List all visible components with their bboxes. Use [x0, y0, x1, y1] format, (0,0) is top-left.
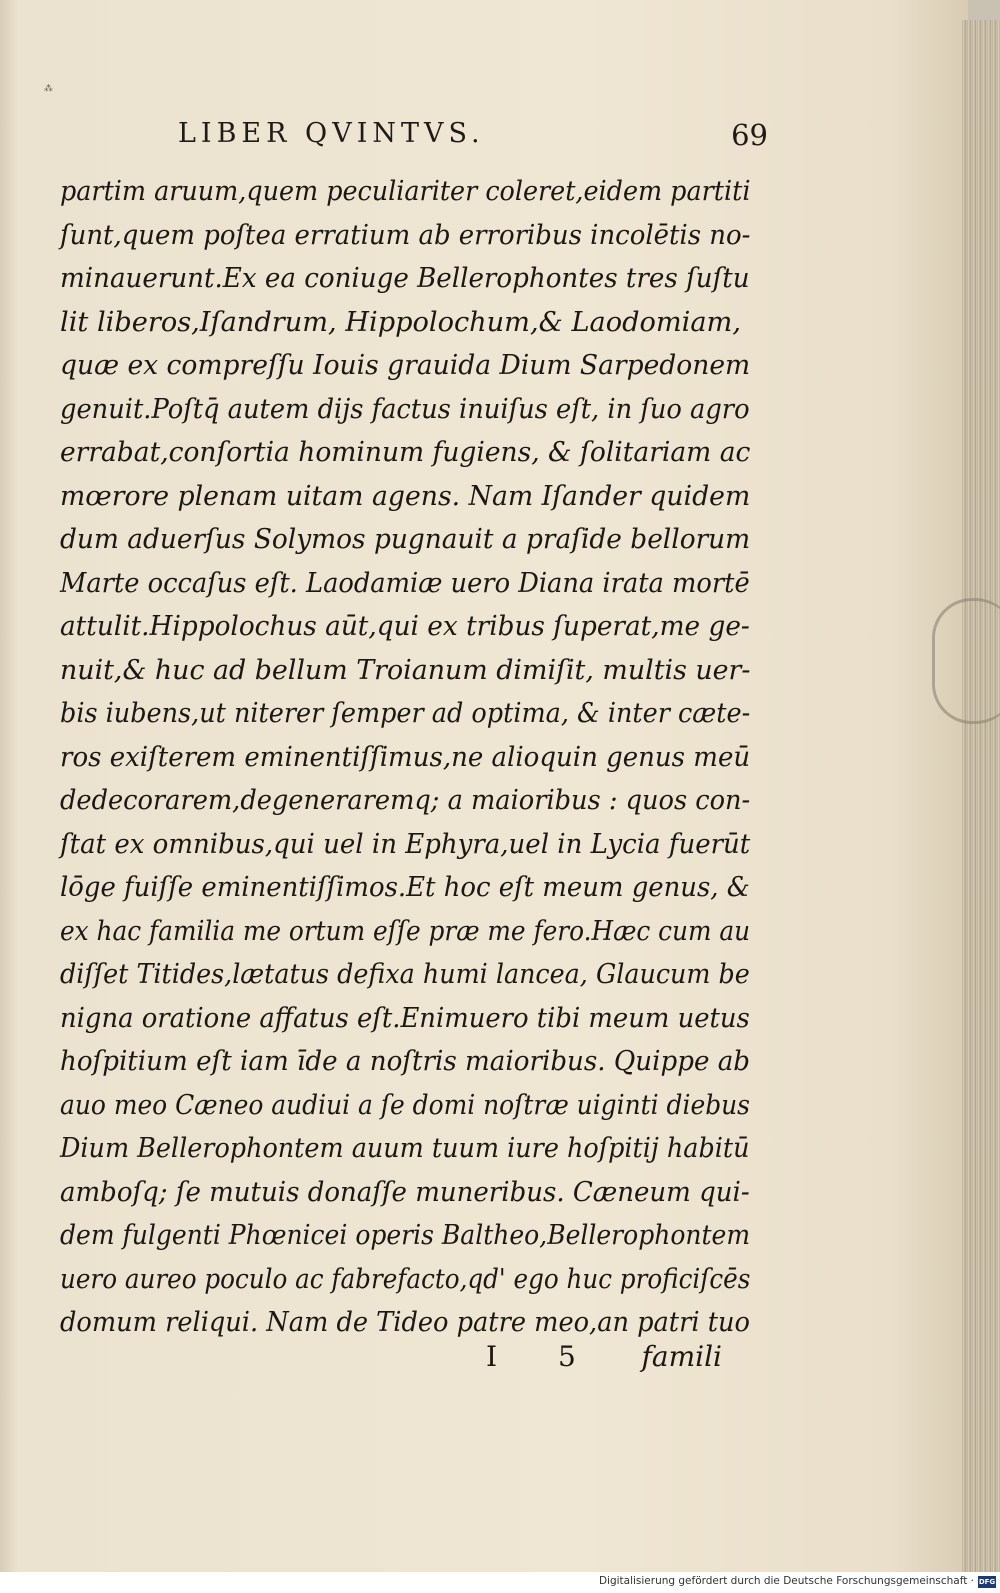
text-line: diſſet Titides,lætatus defixa humi lancea, Glaucum be: [60, 959, 750, 990]
text-line: partim aruum,quem peculiariter coleret,eidem partiti: [60, 176, 751, 207]
text-line: nuit,& huc ad bellum Troianum dimiſit, multis uer-: [60, 654, 751, 686]
catchword: famili: [641, 1340, 722, 1373]
text-line: dedecorarem,degeneraremq; a maioribus : quos con-: [60, 785, 751, 816]
text-line: uero aureo poculo ac fabrefacto,qd' ego huc proficiſcēs: [60, 1263, 751, 1295]
text-line: lōge fuiſſe eminentiſſimos.Et hoc eſt meum genus, &: [60, 872, 750, 903]
text-line: lit liberos,Iſandrum, Hippolochum,& Laodomiam,: [60, 306, 741, 338]
text-line: bis iubens,ut niterer ſemper ad optima, & inter cæte-: [60, 698, 751, 729]
text-line: ſunt,quem poſtea erratium ab erroribus incolētis no-: [60, 219, 751, 251]
page-edges: [962, 20, 1000, 1572]
text-line: dum aduerſus Solymos pugnauit a praſide bellorum: [60, 524, 751, 555]
signature-line: [486, 1340, 736, 1380]
text-line: mœrore plenam uitam agens. Nam Iſander quidem: [60, 480, 751, 512]
body-text: [60, 170, 750, 1345]
text-line: Marte occaſus eſt. Laodamiæ uero Diana irata mortē: [60, 567, 750, 599]
margin-mark: ⁂: [44, 84, 53, 94]
signature-mark: I 5: [486, 1340, 602, 1373]
dfg-logo-icon: DFG: [978, 1578, 996, 1586]
book-clasp: [932, 598, 1000, 724]
text-line: amboſq; ſe mutuis donaſſe muneribus. Cæneum qui-: [60, 1176, 750, 1208]
text-line: ros exiſterem eminentiſſimus,ne alioquin genus meū: [60, 741, 751, 773]
text-line: attulit.Hippolochus aūt,qui ex tribus ſuperat,me ge-: [60, 611, 750, 642]
text-line: ex hac familia me ortum eſſe præ me fero.Hæc cum au: [60, 915, 751, 947]
text-line: dem fulgenti Phœnicei operis Baltheo,Bellerophontem: [60, 1220, 751, 1251]
text-line: genuit.Poſtq̄ autem dijs factus inuiſus eſt, in ſuo agro: [60, 393, 750, 425]
digitization-footer: [0, 1572, 1000, 1593]
text-line: ſtat ex omnibus,qui uel in Ephyra,uel in Lycia fuerūt: [60, 828, 751, 860]
funding-credit: Digitalisierung gefördert durch die Deutsche Forschungsgemeinschaft ·: [598, 1575, 974, 1587]
text-line: nigna oratione affatus eſt.Enimuero tibi meum uetus: [60, 1002, 750, 1034]
text-line: minauerunt.Ex ea coniuge Bellerophontes tres ſuſtu: [60, 263, 750, 294]
running-head: [178, 118, 768, 158]
text-line: hoſpitium eſt iam īde a noſtris maioribus. Quippe ab: [60, 1046, 751, 1077]
text-line: errabat,conſortia hominum fugiens, & ſolitariam ac: [60, 437, 751, 468]
text-line: auo meo Cæneo audiui a ſe domi noſtræ uiginti diebus: [60, 1089, 750, 1121]
text-line: quæ ex compreſſu Iouis grauida Dium Sarpedonem: [60, 350, 751, 381]
running-title: LIBER QVINTVS.: [178, 118, 485, 149]
folio-number: 69: [731, 118, 768, 152]
text-line: Dium Bellerophontem auum tuum iure hoſpitij habitū: [60, 1133, 750, 1164]
text-line: domum reliqui. Nam de Tideo patre meo,an patri tuo: [60, 1307, 750, 1338]
